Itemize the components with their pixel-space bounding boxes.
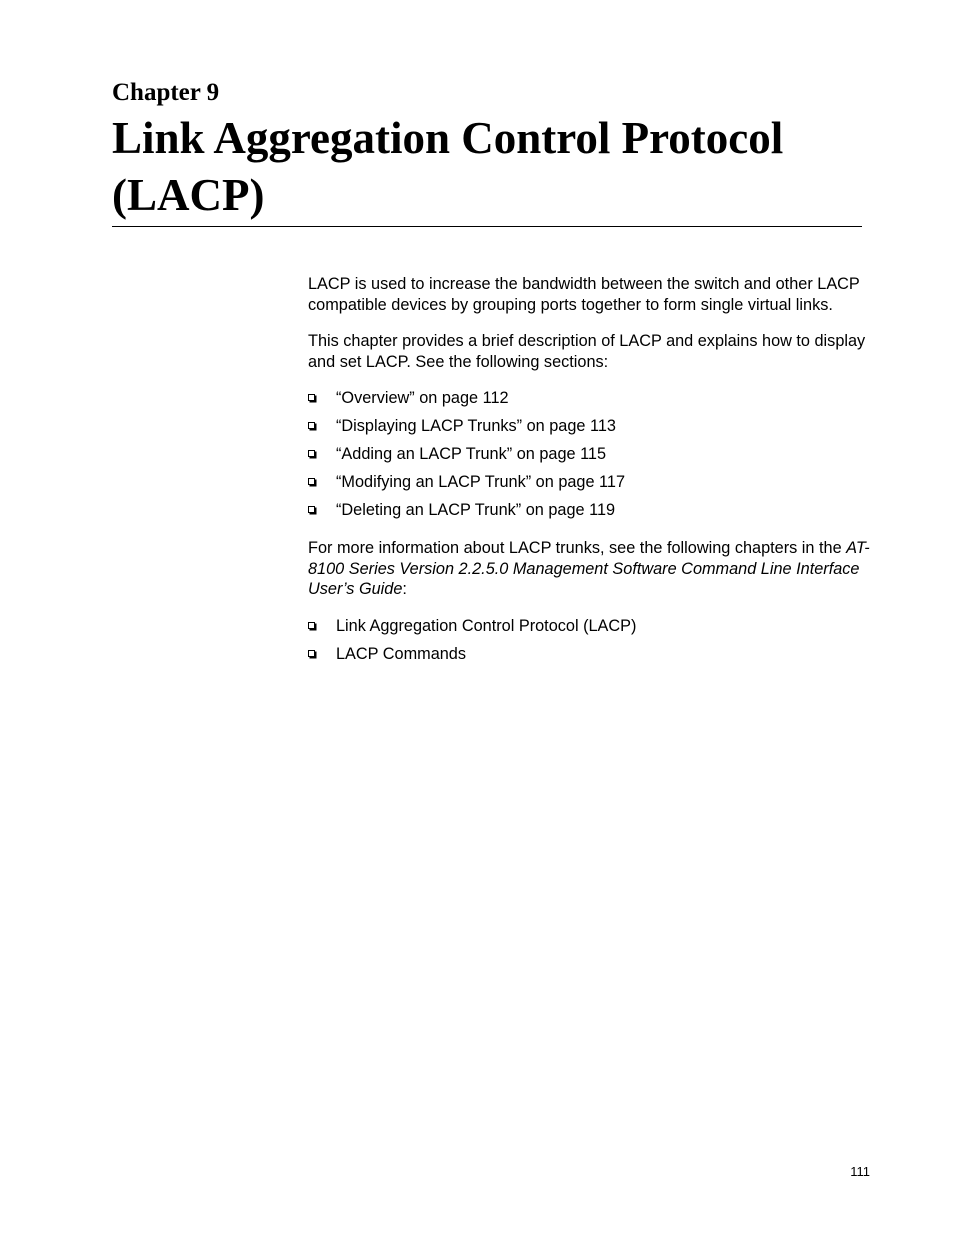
checkbox-bullet-icon	[308, 394, 315, 401]
section-list	[308, 388, 872, 521]
checkbox-bullet-icon	[308, 450, 315, 457]
section-link[interactable]: “Modifying an LACP Trunk” on page 117	[336, 473, 626, 491]
checkbox-bullet-icon	[308, 622, 315, 629]
checkbox-bullet-icon	[308, 478, 315, 485]
chapter-list-item	[308, 644, 872, 665]
section-list-item[interactable]	[308, 472, 872, 500]
section-list-item[interactable]	[308, 444, 872, 472]
title-rule	[112, 226, 862, 227]
chapter-list-item	[308, 616, 872, 644]
checkbox-bullet-icon	[308, 506, 315, 513]
chapter-list	[308, 616, 872, 665]
section-link[interactable]: “Deleting an LACP Trunk” on page 119	[336, 501, 616, 519]
section-link[interactable]: “Displaying LACP Trunks” on page 113	[336, 417, 616, 435]
more-info-lead: For more information about LACP trunks, see the following chapters in the	[308, 539, 847, 557]
chapter-label: Chapter 9	[112, 79, 220, 106]
section-list-item[interactable]	[308, 416, 872, 444]
chapter-body	[308, 274, 872, 682]
sections-intro-paragraph: This chapter provides a brief description of LACP and explains how to display and set LACP. See the following sections:	[308, 332, 866, 371]
section-link[interactable]: “Overview” on page 112	[336, 389, 509, 407]
intro-paragraph: LACP is used to increase the bandwidth between the switch and other LACP compatible devices by grouping ports together to form single virtual links.	[308, 275, 860, 314]
chapter-reference: Link Aggregation Control Protocol (LACP)	[336, 616, 637, 635]
guide-title: AT-8100 Series Version 2.2.5.0 Management Software Command Line Interface User’s Guide	[308, 539, 870, 598]
section-list-item[interactable]	[308, 500, 872, 521]
more-info-paragraph	[308, 538, 872, 600]
section-link[interactable]: “Adding an LACP Trunk” on page 115	[336, 445, 607, 463]
page-number: 111	[850, 1164, 870, 1179]
checkbox-bullet-icon	[308, 422, 315, 429]
checkbox-bullet-icon	[308, 650, 315, 657]
more-info-tail: :	[402, 580, 407, 598]
chapter-reference: LACP Commands	[336, 644, 467, 663]
chapter-title: Link Aggregation Control Protocol (LACP)	[112, 113, 784, 220]
section-list-item[interactable]	[308, 388, 872, 416]
